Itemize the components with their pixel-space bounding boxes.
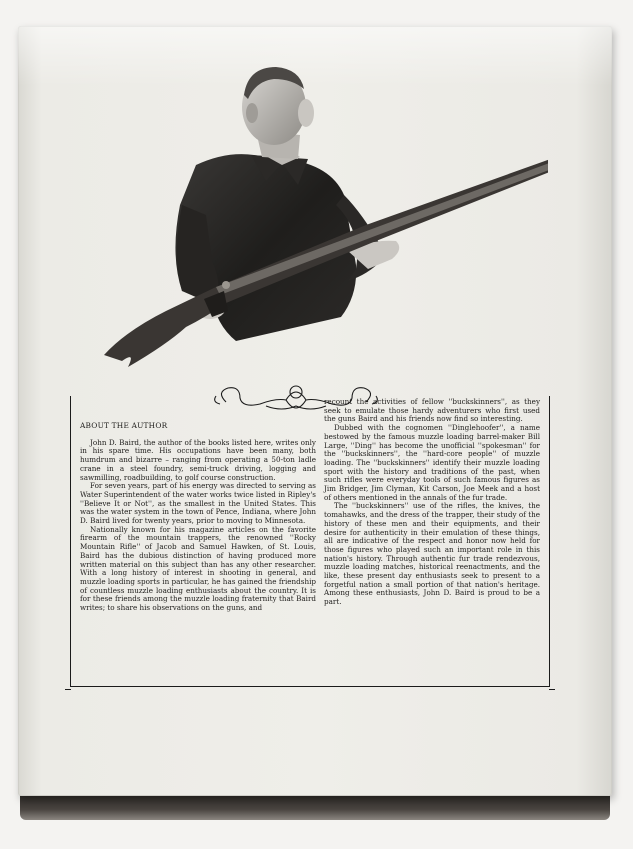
right-column	[324, 398, 540, 607]
left-paragraph-2: For seven years, part of his energy was directed to serving as Water Superintendent of the water works twice listed in Ripley's ''Believe It or Not'', as the smallest in the United States. This was the water system in the town of Pence, Indiana, where John D. Baird lived for twenty years, prior to moving to Minnesota.	[80, 481, 316, 526]
book-shadow	[20, 794, 610, 820]
right-paragraph-2: Dubbed with the cognomen ''Dinglehoofer'', a name bestowed by the famous muzzle loading barrel-maker Bill Large, ''Ding'' has become the unofficial ''spokesman'' for the ''buckskinners'', the ''hard-core people'' of muzzle loading. The ''buckskinners'' identify their muzzle loading sport with the history and traditions of the past, when such rifles were everyday tools of such famous figures as Jim Bridger, Jim Clyman, Kit Carson, Joe Meek and a host of others mentioned in the annals of the fur trade.	[324, 423, 540, 502]
left-paragraph-3: Nationally known for his magazine articles on the favorite firearm of the mountain trappers, the renowned ''Rocky Mountain Rifle'' of Jacob and Samuel Hawken, of St. Louis, Baird has the dubious distinction of having produced more written material on this subject than has any other researcher. With a long history of interest in shooting in general, and muzzle loading sports in particular, he has gained the friendship of countless muzzle loading enthusiasts about the country. It is for these friends among the muzzle loading fraternity that Baird writes; to share his observations on the guns, and	[80, 524, 316, 613]
right-paragraph-3: The ''buckskinners'' use of the rifles, the knives, the tomahawks, and the dress of the trapper, their study of the history of these men and their equipments, and their desire for authenticity in their emulation of these things, all are indicative of the respect and honor now held for those figures who played such an important role in this nation's history. Through authentic fur trade rendezvous, muzzle loading matches, historical reenactments, and the like, these present day enthusiasts seek to present to a forgetful nation a small portion of that nation's heritage. Among these enthusiasts, John D. Baird is proud to be a part.	[324, 501, 540, 607]
left-column	[80, 422, 316, 613]
about-heading: ABOUT THE AUTHOR	[80, 421, 168, 430]
left-paragraph-1: John D. Baird, the author of the books listed here, writes only in his spare time. His occupations have been many, both humdrum and bizarre – ranging from operating a 50-ton ladle crane in a steel foundry, semi-truck driving, logging and sawmilling, roadbuilding, to golf course construction.	[80, 437, 316, 482]
right-paragraph-1: recount the activities of fellow ''buckskinners'', as they seek to emulate those hardy adventurers who first used the guns Baird and his friends now find so interesting.	[324, 397, 540, 424]
author-photo	[86, 55, 548, 373]
